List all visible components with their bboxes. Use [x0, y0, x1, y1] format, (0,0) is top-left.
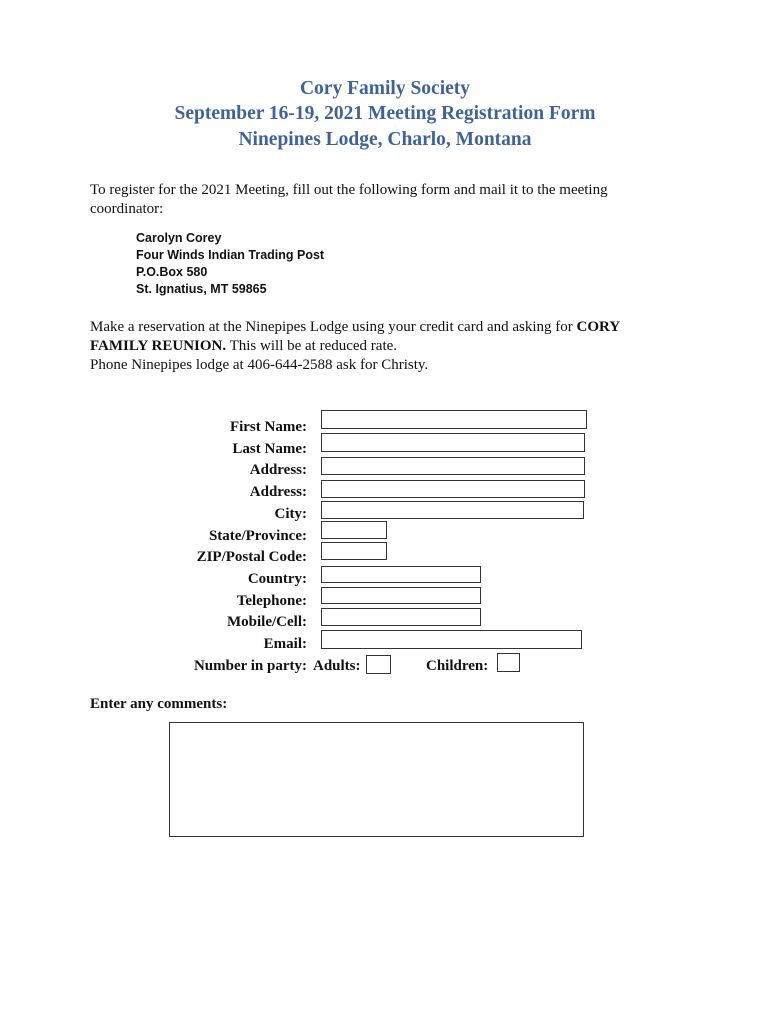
email-label: Email:: [263, 636, 307, 652]
telephone-field[interactable]: [321, 587, 481, 604]
comments-label: Enter any comments:: [90, 696, 228, 712]
telephone-label: Telephone:: [236, 593, 307, 609]
address1-label: Address:: [249, 462, 307, 478]
zip-field[interactable]: [321, 542, 387, 560]
zip-input[interactable]: [322, 544, 386, 560]
reservation-line-3: Phone Ninepipes lodge at 406-644-2588 ask for Christy.: [90, 357, 429, 373]
email-input[interactable]: [322, 632, 581, 649]
address2-input[interactable]: [322, 482, 584, 498]
address1-input[interactable]: [322, 459, 584, 475]
comments-field[interactable]: [169, 722, 584, 837]
city-input[interactable]: [322, 503, 583, 519]
adults-input[interactable]: [367, 657, 390, 674]
state-field[interactable]: [321, 521, 387, 539]
city-label: City:: [274, 506, 307, 522]
state-label: State/Province:: [208, 528, 307, 544]
children-input[interactable]: [498, 655, 519, 672]
reservation-text-1: Make a reservation at the Ninepipes Lodge using your credit card and asking for: [90, 319, 577, 335]
coordinator-org: Four Winds Indian Trading Post: [136, 248, 325, 262]
city-field[interactable]: [321, 501, 584, 519]
telephone-input[interactable]: [322, 590, 480, 605]
last-name-input[interactable]: [322, 435, 584, 452]
zip-label: ZIP/Postal Code:: [196, 549, 307, 565]
coordinator-city: St. Ignatius, MT 59865: [136, 282, 267, 296]
coordinator-name: Carolyn Corey: [136, 231, 222, 245]
intro-line-1: To register for the 2021 Meeting, fill out the following form and mail it to the meeting: [90, 182, 608, 198]
form-title: Cory Family Society: [299, 78, 471, 99]
form-location: Ninepines Lodge, Charlo, Montana: [238, 129, 532, 150]
mobile-input[interactable]: [322, 610, 480, 626]
reservation-line-2: [90, 337, 397, 356]
last-name-label: Last Name:: [232, 441, 307, 457]
coordinator-pobox: P.O.Box 580: [136, 265, 208, 279]
address2-field[interactable]: [321, 480, 585, 498]
reservation-bold-2: FAMILY REUNION.: [90, 338, 227, 354]
mobile-field[interactable]: [321, 608, 481, 626]
email-field[interactable]: [321, 630, 582, 649]
adults-field[interactable]: [366, 655, 391, 674]
country-field[interactable]: [321, 566, 481, 583]
reservation-text-2: This will be at reduced rate.: [226, 338, 398, 354]
adults-label: Adults:: [313, 658, 361, 674]
state-input[interactable]: [322, 523, 386, 539]
form-subtitle: September 16-19, 2021 Meeting Registration Form: [174, 103, 596, 124]
children-label: Children:: [426, 658, 489, 674]
mobile-label: Mobile/Cell:: [227, 614, 307, 630]
country-label: Country:: [247, 571, 307, 587]
address2-label: Address:: [249, 484, 307, 500]
address1-field[interactable]: [321, 457, 585, 475]
intro-line-2: coordinator:: [90, 201, 164, 217]
reservation-line-1: [90, 318, 620, 337]
comments-textarea[interactable]: [170, 723, 583, 836]
country-input[interactable]: [322, 569, 480, 584]
children-field[interactable]: [497, 653, 520, 672]
first-name-field[interactable]: [321, 410, 587, 429]
first-name-label: First Name:: [229, 419, 307, 435]
first-name-input[interactable]: [322, 412, 586, 429]
party-label: Number in party:: [193, 658, 307, 674]
last-name-field[interactable]: [321, 433, 585, 452]
reservation-bold-1: CORY: [576, 319, 621, 335]
